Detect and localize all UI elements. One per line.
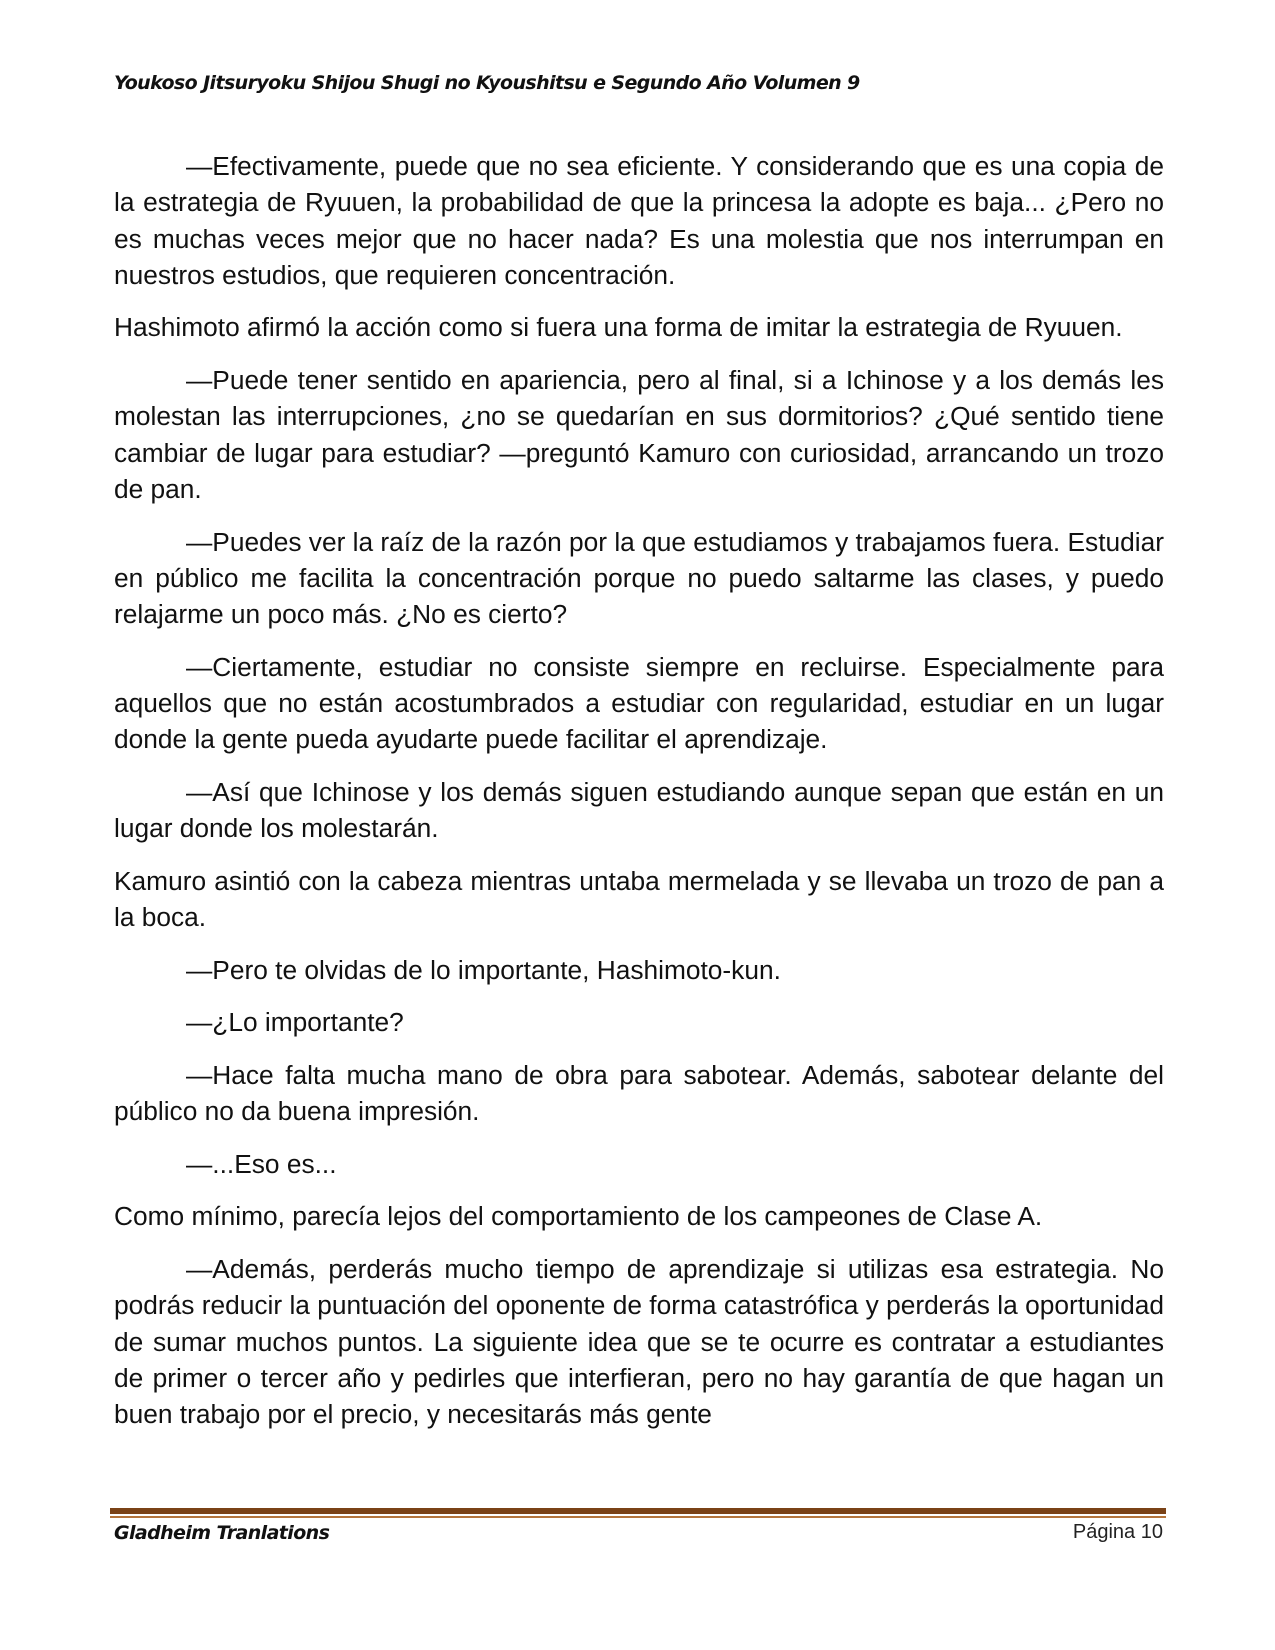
page-label: Página [1072, 1521, 1136, 1543]
footer-rule-thin [110, 1516, 1166, 1518]
page-number [1073, 1521, 1163, 1544]
paragraph: —Hace falta mucha mano de obra para sabotear. Además, sabotear delante del público no da buena impresión. [114, 1059, 1164, 1127]
footer-rule [110, 1508, 1166, 1514]
paragraph: —Puedes ver la raíz de la razón por la que estudiamos y trabajamos fuera. Estudiar en público me facilita la concentración porque no puedo saltarme las clases, y puedo relajarme un poco más. ¿No es cierto? [114, 526, 1164, 630]
paragraph: —Efectivamente, puede que no sea eficiente. Y considerando que es una copia de la estrategia de Ryuuen, la probabilidad de que la princesa la adopte es baja... ¿Pero no es muchas veces mejor que no hacer nada? Es una molestia que nos interrumpan en nuestros estudios, que requieren concentración. [114, 151, 1164, 290]
running-header: Youkoso Jitsuryoku Shijou Shugi no Kyoushitsu e Segundo Año Volumen 9 [114, 72, 860, 94]
paragraph: —Ciertamente, estudiar no consiste siempre en recluirse. Especialmente para aquellos que no están acostumbrados a estudiar con regularidad, estudiar en un lugar donde la gente pueda ayudarte puede facilitar el aprendizaje. [114, 651, 1164, 755]
paragraph: —Pero te olvidas de lo importante, Hashimoto-kun. [186, 954, 781, 985]
paragraph: —Además, perderás mucho tiempo de aprendizaje si utilizas esa estrategia. No podrás reducir la puntuación del oponente de forma catastrófica y perderás la oportunidad de sumar muchos puntos. La siguiente idea que se te ocurre es contratar a estudiantes de primer o tercer año y pedirles que interfieran, pero no hay garantía de que hagan un buen trabajo por el precio, y necesitarás más gente [114, 1253, 1164, 1430]
page-number-value: 10 [1140, 1521, 1163, 1543]
paragraph: —Puede tener sentido en apariencia, pero al final, si a Ichinose y a los demás les molestan las interrupciones, ¿no se quedarían en sus dormitorios? ¿Qué sentido tiene cambiar de lugar para estudiar? —preguntó Kamuro con curiosidad, arrancando un trozo de pan. [114, 365, 1164, 504]
paragraph: —Así que Ichinose y los demás siguen estudiando aunque sepan que están en un lugar donde los molestarán. [114, 776, 1164, 844]
paragraph: —...Eso es... [186, 1148, 337, 1179]
document-body [114, 148, 1164, 1449]
publisher-name: Gladheim Tranlations [114, 1522, 330, 1544]
paragraph: Como mínimo, parecía lejos del comportamiento de los campeones de Clase A. [114, 1201, 1043, 1232]
paragraph: Kamuro asintió con la cabeza mientras untaba mermelada y se llevaba un trozo de pan a la boca. [114, 865, 1164, 933]
paragraph: Hashimoto afirmó la acción como si fuera una forma de imitar la estrategia de Ryuuen. [114, 312, 1123, 343]
paragraph: —¿Lo importante? [186, 1007, 404, 1038]
